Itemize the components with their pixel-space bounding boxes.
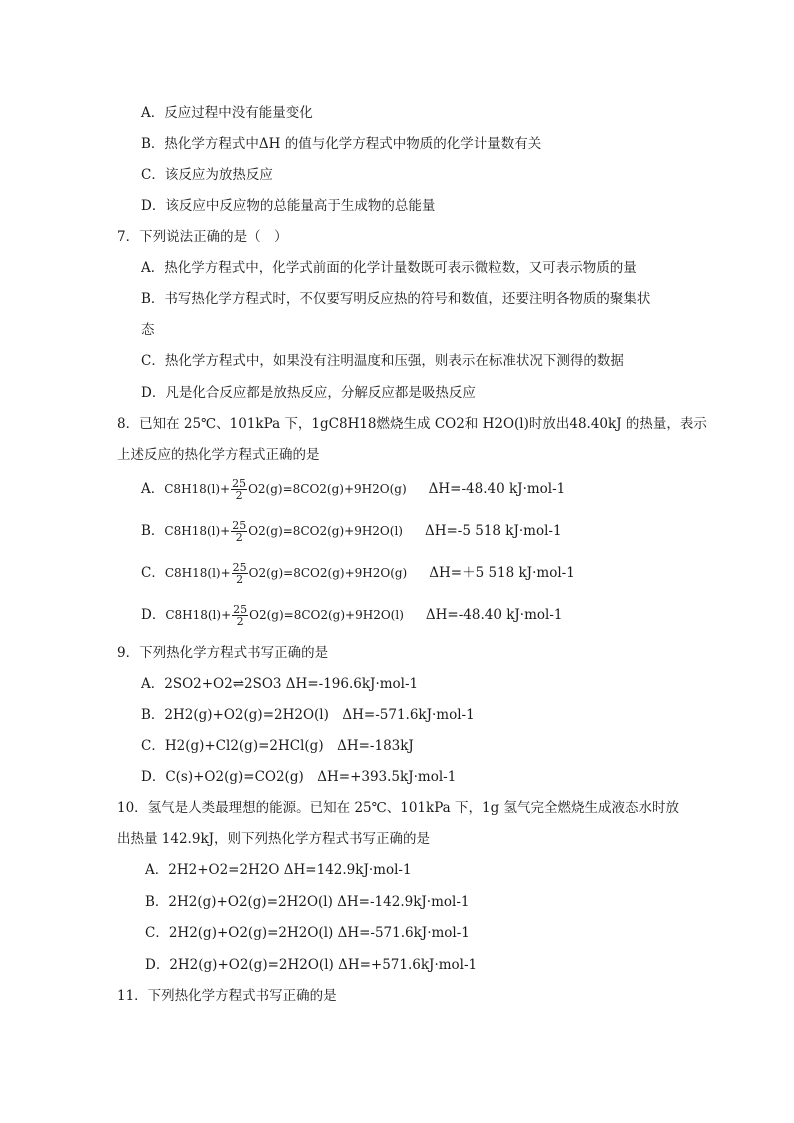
fraction-denominator: 2 [236, 573, 244, 586]
fraction-denominator: 2 [236, 615, 244, 628]
q8-fraction [232, 604, 248, 627]
q8-option-d [141, 604, 563, 627]
q7-option-b: B．书写热化学方程式时，不仅要写明反应热的符号和数值，还要注明各物质的聚集状 [141, 291, 651, 307]
q9-option-b: B．2H2(g)+O2(g)=2H2O(l) ΔH=-571.6kJ·mol-1 [141, 707, 475, 723]
q7-option-a: A．热化学方程式中，化学式前面的化学计量数既可表示微粒数，又可表示物质的量 [141, 260, 637, 276]
q8-option-label: C． [141, 565, 165, 581]
q8-enthalpy: ΔH=-48.40 kJ·mol-1 [425, 607, 563, 623]
q8-option-a [141, 478, 565, 501]
q8-enthalpy: ΔH=-5 518 kJ·mol-1 [424, 523, 562, 539]
q8-equation-lhs: C8H18(l)+ [165, 608, 232, 622]
q6-option-a: A．反应过程中没有能量变化 [141, 105, 313, 121]
q7-stem: 7．下列说法正确的是（ ） [117, 229, 288, 245]
q8-option-label: B． [141, 523, 165, 539]
q9-option-d: D．C(s)+O2(g)=CO2(g) ΔH=+393.5kJ·mol-1 [141, 769, 457, 785]
fraction-numerator: 25 [232, 477, 247, 490]
q6-option-d: D．该反应中反应物的总能量高于生成物的总能量 [141, 198, 436, 214]
q10-option-d: D．2H2(g)+O2(g)=2H2O(l) ΔH=+571.6kJ·mol-1 [145, 957, 478, 973]
q10-stem-line2: 出热量 142.9kJ，则下列热化学方程式书写正确的是 [117, 831, 431, 847]
fraction-denominator: 2 [235, 531, 243, 544]
q11-stem: 11．下列热化学方程式书写正确的是 [117, 988, 337, 1004]
q6-option-b: B．热化学方程式中ΔH 的值与化学方程式中物质的化学计量数有关 [141, 136, 542, 152]
q7-option-c: C．热化学方程式中，如果没有注明温度和压强，则表示在标准状况下测得的数据 [141, 353, 624, 369]
q10-option-c: C．2H2(g)+O2(g)=2H2O(l) ΔH=-571.6kJ·mol-1 [145, 925, 470, 941]
q8-option-c [141, 562, 575, 585]
q8-equation-rhs: O2(g)=8CO2(g)+9H2O(g) [248, 482, 407, 496]
q10-option-a: A．2H2+O2=2H2O ΔH=142.9kJ·mol-1 [145, 862, 412, 878]
q8-option-label: D． [141, 607, 166, 623]
q8-enthalpy: ΔH=-48.40 kJ·mol-1 [428, 481, 566, 497]
fraction-denominator: 2 [235, 489, 243, 502]
q8-enthalpy: ΔH=＋5 518 kJ·mol-1 [429, 565, 575, 581]
fraction-numerator: 25 [233, 603, 248, 616]
q9-option-c: C．H2(g)+Cl2(g)=2HCl(g) ΔH=-183kJ [141, 738, 414, 754]
q6-option-c: C．该反应为放热反应 [141, 167, 273, 183]
q8-equation-lhs: C8H18(l)+ [164, 566, 231, 580]
q8-equation-lhs: C8H18(l)+ [164, 482, 231, 496]
q8-fraction [231, 478, 247, 501]
q8-equation-rhs: O2(g)=8CO2(g)+9H2O(l) [249, 608, 404, 622]
q9-stem: 9．下列热化学方程式书写正确的是 [117, 645, 329, 661]
q8-equation-rhs: O2(g)=8CO2(g)+9H2O(l) [248, 524, 403, 538]
q8-option-b [141, 520, 562, 543]
q8-option-label: A． [141, 481, 165, 497]
q7-option-d: D．凡是化合反应都是放热反应，分解反应都是吸热反应 [141, 385, 476, 401]
q8-equation-rhs: O2(g)=8CO2(g)+9H2O(g) [248, 566, 408, 580]
fraction-numerator: 25 [232, 519, 247, 532]
q8-stem-line1: 8．已知在 25℃、101kPa 下，1gC8H18燃烧生成 CO2和 H2O(l)时放出48.40kJ 的热量，表示 [117, 416, 707, 432]
q10-option-b: B．2H2(g)+O2(g)=2H2O(l) ΔH=-142.9kJ·mol-1 [145, 894, 470, 910]
q9-option-a: A．2SO2+O2⇌2SO3 ΔH=-196.6kJ·mol-1 [141, 676, 419, 692]
q10-stem-line1: 10．氢气是人类最理想的能源。已知在 25℃、101kPa 下，1g 氢气完全燃烧生成液态水时放 [117, 800, 680, 816]
q7-option-b-cont: 态 [141, 322, 155, 338]
fraction-numerator: 25 [232, 561, 247, 574]
q8-equation-lhs: C8H18(l)+ [164, 524, 231, 538]
q8-fraction [231, 520, 247, 543]
q8-fraction [232, 562, 248, 585]
q8-stem-line2: 上述反应的热化学方程式正确的是 [117, 447, 320, 463]
